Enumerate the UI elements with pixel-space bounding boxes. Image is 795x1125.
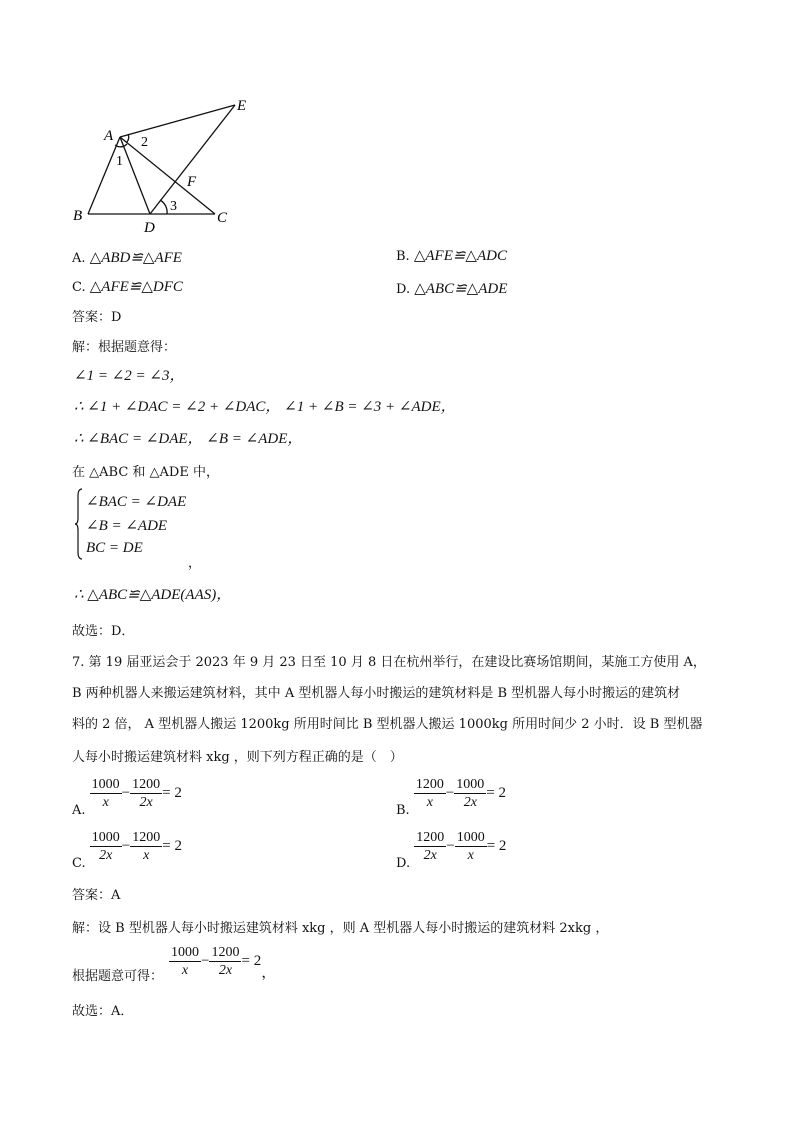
q7-option-d[interactable]: D. $\frac{1200}{2x}$ − $\frac{1000}{x}$ = 2 — [396, 830, 507, 871]
system-eq-2: ∠B = ∠ADE — [86, 518, 168, 534]
angle-2-label: 2 — [141, 135, 148, 150]
q6-line-1: ∠1 = ∠2 = ∠3， — [74, 368, 185, 384]
label-A: A — [104, 128, 114, 144]
label-F: F — [187, 174, 197, 190]
q7-answer: 答案：A — [72, 888, 121, 903]
angle-1-label: 1 — [116, 154, 123, 169]
label-B: B — [73, 208, 83, 224]
label-C: C — [217, 210, 228, 226]
q7-stem-line-4: 人每小时搬运建筑材料 xkg ，则下列方程正确的是（ ） — [72, 750, 403, 765]
system-brace — [75, 488, 83, 560]
q6-choose: 故选：D． — [72, 624, 135, 639]
triangle-figure — [60, 90, 260, 240]
q6-option-b[interactable]: B. △AFE≌△ADC — [396, 248, 507, 264]
angle-3-label: 3 — [170, 199, 177, 214]
label-D: D — [144, 220, 155, 236]
q6-conclusion: ∴ △ABC≌△ADE(AAS)， — [74, 587, 232, 603]
label-E: E — [237, 98, 247, 114]
system-tail: ， — [188, 556, 202, 571]
q7-stem-line-3: 料的 2 倍， A 型机器人搬运 1200kg 所用时间比 B 型机器人搬运 1000kg 所用时间少 2 小时．设 B 型机器 — [72, 717, 703, 732]
q7-stem-line-1: 7. 第 19 届亚运会于 2023 年 9 月 23 日至 10 月 8 日在杭州举行，在建设比赛场馆期间，某施工方使用 A， — [72, 655, 706, 670]
q7-solution: 解：设 B 型机器人每小时搬运建筑材料 xkg ，则 A 型机器人每小时搬运的建筑材料 2xkg ， — [72, 921, 609, 936]
system-eq-1: ∠BAC = ∠DAE — [86, 494, 187, 510]
q7-option-c[interactable]: C. $\frac{1000}{2x}$ − $\frac{1200}{x}$ = 2 — [72, 830, 182, 871]
q6-option-c[interactable]: C. △AFE≌△DFC — [72, 279, 183, 295]
q7-stem-line-2: B 两种机器人来搬运建筑材料，其中 A 型机器人每小时搬运的建筑材料是 B 型机器人每小时搬运的建筑材 — [72, 686, 681, 701]
q6-line-3: ∴ ∠BAC = ∠DAE， ∠B = ∠ADE， — [74, 431, 303, 447]
q7-option-a[interactable]: A. $\frac{1000}{x}$ − $\frac{1200}{2x}$ = 2 — [72, 777, 182, 818]
q6-option-a[interactable]: A. △ABD≌△AFE — [72, 250, 182, 266]
q6-line-4: 在 △ABC 和 △ADE 中， — [72, 465, 219, 480]
q7-choose: 故选：A． — [72, 1004, 134, 1019]
q6-solution-head: 解：根据题意得： — [72, 340, 177, 355]
q7-derive: 根据题意可得： $\frac{1000}{x}$ − $\frac{1200}{2x}$ = 2 ， — [72, 945, 277, 984]
q7-option-b[interactable]: B. $\frac{1200}{x}$ − $\frac{1000}{2x}$ = 2 — [396, 777, 507, 818]
q6-answer: 答案：D — [72, 310, 122, 325]
q6-option-d[interactable]: D. △ABC≌△ADE — [396, 281, 508, 297]
q6-line-2: ∴ ∠1 + ∠DAC = ∠2 + ∠DAC， ∠1 + ∠B = ∠3 + ∠ADE， — [74, 399, 456, 415]
system-eq-3: BC = DE — [86, 540, 143, 556]
